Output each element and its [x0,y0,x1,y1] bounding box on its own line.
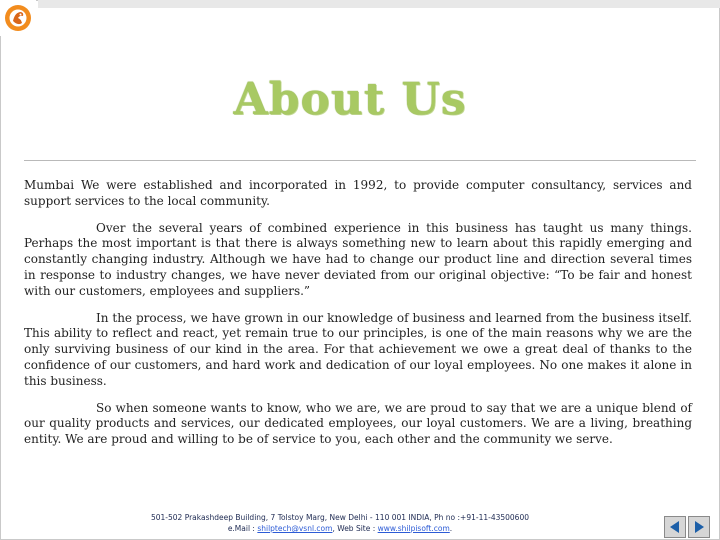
web-label: , Web Site : [332,524,378,533]
title-divider [24,160,696,161]
slide-navigation [664,516,710,538]
email-label: e.Mail : [227,524,258,533]
next-slide-button[interactable] [688,516,710,538]
logo-icon [0,0,36,36]
prev-arrow-icon [668,520,682,534]
about-content [24,178,692,459]
page-title: About Us [233,74,467,125]
email-link[interactable]: shilptech@vsnl.com [257,524,333,533]
footer-end: . [449,524,453,533]
paragraph-experience: Over the several years of combined experience in this business has taught us many things. Perhaps the most important is that there is always something new to learn about this rapidly emerging and constantly changing industry. Although we have had to change our product line and direction several times in response to industry changes, we have never deviated from our original objective: “To be fair and honest with our customers, employees and suppliers.” [24,220,692,298]
previous-slide-button[interactable] [664,516,686,538]
top-bar [38,0,720,8]
footer-address: 501-502 Prakashdeep Building, 7 Tolstoy Marg, New Delhi - 110 001 INDIA, Ph no :+91-11-43500600 [150,513,530,522]
website-link[interactable]: www.shilpisoft.com [377,524,450,533]
company-logo [0,0,36,36]
footer-contact [110,512,570,534]
paragraph-intro: Mumbai We were established and incorporated in 1992, to provide computer consultancy, services and support services to the local community. [24,178,692,208]
footer-links-line [110,523,570,534]
paragraph-growth: In the process, we have grown in our knowledge of business and learned from the business itself. This ability to reflect and react, yet remain true to our principles, is one of the main reasons why we are the only surviving business of our kind in the area. For that achievement we owe a great deal of thanks to the confidence of our customers, and hard work and dedication of our loyal employees. No one makes it alone in this business. [24,310,692,388]
paragraph-identity: So when someone wants to know, who we are, we are proud to say that we are a unique blend of our quality products and services, our dedicated employees, our loyal customers. We are a living, breathing entity. We are proud and willing to be of service to you, each other and the community we serve. [24,400,692,447]
next-arrow-icon [692,520,706,534]
